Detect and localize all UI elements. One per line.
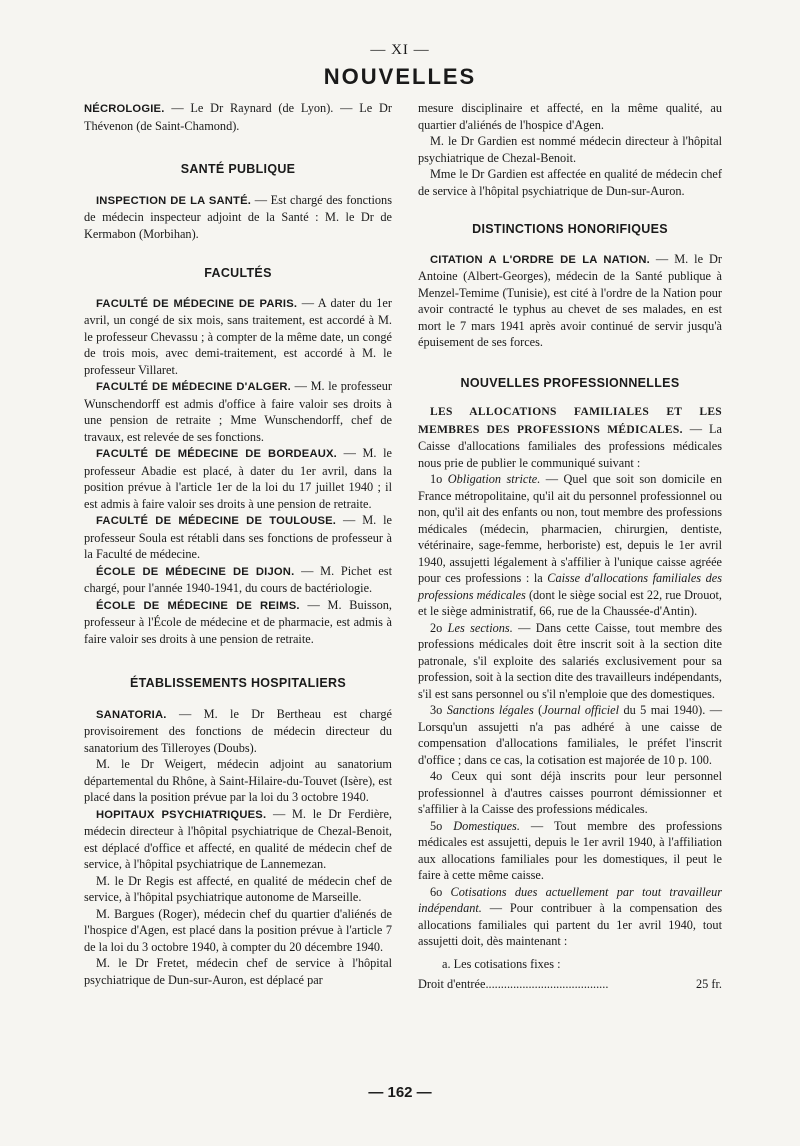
item-2-text: — Dans cette Caisse, tout membre des professions médicales doit être inscrit soit à la section dite patronale, s'il exploite des salariés exclusivement pour sa profession, soit à la section dite des travailleurs indépendants, s'il est sans personnel ou s'il n'emploie que des domestiques. [418,620,722,701]
item-3-number: 3o [430,703,443,717]
section-sante-publique: SANTÉ PUBLIQUE [180,162,296,176]
section-nouvelles-professionnelles: NOUVELLES PROFESSIONNELLES [460,375,680,390]
fee-row [418,976,722,993]
hopitaux-text: — M. le Dr Ferdière, médecin directeur à l'hôpital psychiatrique de Chezal-Benoit, est déplacé d'office et affecté, en qualité de médecin chef de service, à l'hôpital psychiatrique de Lannemezan. [84,806,393,871]
sanatoria-paragraph [84,706,392,757]
item-5-paragraph [418,818,722,884]
fretet-paragraph: M. le Dr Fretet, médecin chef de service à l'hôpital psychiatrique de Dun-sur-Auron, est déplacé par [84,956,392,987]
necrologie-label: NÉCROLOGIE. [84,103,165,115]
necrologie-text: — Le Dr Raynard (de Lyon). — Le Dr Thévenon (de Saint-Chamond). [84,101,392,133]
sanatoria-text: — M. le Dr Bertheau est chargé provisoirement des fonctions de médecin directeur du sanatorium des Tilleroyes (Doubs). [84,706,393,755]
section-etablissements: ÉTABLISSEMENTS HOSPITALIERS [130,676,346,690]
section-distinctions: DISTINCTIONS HONORIFIQUES [472,222,668,236]
paris-text: — A dater du 1er avril, un congé de six mois, sans traitement, est accordé à M. le professeur Chevassu ; à compter de la même date, un congé de trois mois, avec demi-traitement, est accordé à M. le professeur Villaret. [84,295,392,377]
allocations-intro: — La Caisse d'allocations familiales des professions médicales nous prie de publier le communiqué suivant : [418,421,722,470]
item-5-number: 5o [430,818,443,833]
paris-label: FACULTÉ DE MÉDECINE DE PARIS. [96,297,298,310]
item-6-text: — Pour contribuer à la compensation des allocations familiales qui partent du 1er avril 1940, tout assujetti doit, dès maintenant : [418,901,723,948]
reims-paragraph [84,597,392,648]
sub-a-line: a. Les cotisations fixes : [442,956,561,971]
allocations-heading: LES ALLOCATIONS FAMILIALES ET LES MEMBRES DES PROFESSIONS MÉDICALES. [418,406,722,436]
alger-text: — M. le professeur Wunschendorff est admis d'office à faire valoir ses droits à une pension de retraite ; Mme Wunschendorff, chef de travaux, est relevée de ses fonctions. [84,379,392,444]
reims-label: ÉCOLE DE MÉDECINE DE REIMS. [96,599,300,612]
item-3-title: Sanctions légales [446,703,534,717]
citation-paragraph [418,251,722,351]
bordeaux-label: FACULTÉ DE MÉDECINE DE BORDEAUX. [96,448,337,460]
page-number: — 162 — [368,1084,432,1101]
left-column [84,100,392,988]
item-3-text: — Lorsqu'un assujetti n'a pas adhéré à une caisse de compensation d'allocations familiales, le préfet l'inscrit d'office ; dans ce cas, la cotisation est majorée de 10 p. 100. [418,703,723,767]
page-title: NOUVELLES [323,64,477,89]
item-1-title: Obligation stricte. [447,472,541,486]
inspection-text: — Est chargé des fonctions de médecin inspecteur adjoint de la Santé : M. le Dr de Kermabon (Morbihan). [84,192,392,241]
item-6-paragraph [418,884,722,950]
gardien-paragraph: M. le Dr Gardien est nommé médecin directeur à l'hôpital psychiatrique de Chezal-Benoit. [418,134,722,165]
inspection-paragraph [84,192,392,243]
item-6-title: Cotisations dues actuellement par tout travailleur indépendant. [418,884,722,915]
paris-paragraph [84,295,392,379]
item-3-journal: Journal officiel [542,703,620,717]
item-1-caisse: Caisse d'allocations familiales des professions médicales [418,571,723,602]
item-4-number: 4o [430,769,443,783]
weigert-paragraph: M. le Dr Weigert, médecin adjoint au sanatorium départemental du Rhône, à Saint-Hilaire-du-Touvet (Isère), est placé dans la position prévue par la loi du 3 octobre 1940. [84,757,392,804]
alger-paragraph [84,378,392,445]
toulouse-text: — M. le professeur Soula est rétabli dans ses fonctions de professeur à la Faculté de médecine. [84,513,393,561]
item-5-title: Domestiques. [453,818,520,833]
item-1-text2: (dont le siège social est 22, rue Drouot, et le siège administratif, 66, rue de la Chaussée-d'Antin). [418,587,722,618]
regis-paragraph: M. le Dr Regis est affecté, en qualité de médecin chef de service, à l'hôpital psychiatrique autonome de Marseille. [84,873,392,904]
item-4-text: Ceux qui sont déjà inscrits pour leur personnel professionnel à d'autres caisses pourront démissionner et s'affilier à la Caisse des professions médicales. [418,769,723,816]
item-2-title: Les sections. [447,620,513,635]
item-5-text: — Tout membre des professions médicales est assujetti, depuis le 1er avril 1940, à l'affiliation aux allocations familiales pour les domestiques, il peut le faire à cette même caisse. [418,818,723,882]
allocations-paragraph [418,403,722,471]
right-column [418,100,722,993]
roman-page-number: — XI — [370,42,430,58]
bargues-paragraph: M. Bargues (Roger), médecin chef du quartier d'aliénés de l'hospice d'Agen, est placé dans la position prévue à l'article 7 de la loi du 3 octobre 1940, à compter du 20 décembre 1940. [84,906,392,954]
item-4-paragraph [418,768,722,818]
alger-label: FACULTÉ DE MÉDECINE D'ALGER. [96,381,291,393]
bordeaux-paragraph [84,445,392,512]
page-number-value: 162 [387,1084,413,1101]
citation-label: CITATION A L'ORDRE DE LA NATION. [430,253,650,266]
toulouse-paragraph [84,512,392,563]
item-1-number: 1o [430,472,443,486]
necrologie-paragraph [84,100,392,134]
item-1-paragraph [418,471,722,620]
item-3-paragraph: 3o Sanctions légales (Journal officiel du 5 mai 1940). — Lorsqu'un assujetti n'a pas adhéré à une caisse de compensation d'allocations familiales, le préfet l'inscrit d'office ; dans ce cas, la cotisation est majorée de 10 p. 100. [418,703,723,767]
item-1-text: — Quel que soit son domicile en France métropolitaine, qu'il ait du personnel professionnel ou non, qu'il ait des enfants ou non, tout membre des professions médicales (médecin, pharmacien, chirurgien, dentiste, vétérinaire, sage-femme, herboriste) est, depuis le 1er avril 1940, assujetti légalement à s'affilier à l'unique caisse agréée pour ces professions : la [418,472,722,585]
continuation-paragraph: mesure disciplinaire et affecté, en la même qualité, au quartier d'aliénés de l'hospice d'Agen. [418,101,722,132]
item-3-date: du 5 mai 1940). [623,703,706,717]
bordeaux-text: — M. le professeur Abadie est placé, à dater du 1er avril, dans la position prévue à l'article 1er de la loi du 17 juillet 1940 ; il est admis à faire valoir ses droits à une pension de retraite. [84,446,392,511]
inspection-label: INSPECTION DE LA SANTÉ. [96,194,252,207]
hopitaux-paragraph [84,806,392,873]
hopitaux-label: HOPITAUX PSYCHIATRIQUES. [96,808,267,821]
toulouse-label: FACULTÉ DE MÉDECINE DE TOULOUSE. [96,515,337,527]
mme-gardien-paragraph: Mme le Dr Gardien est affectée en qualité de médecin chef de service à l'hôpital psychiatrique de Dun-sur-Auron. [418,167,722,198]
dijon-text: — M. Pichet est chargé, pour l'année 1940-1941, du cours de bactériologie. [84,563,392,595]
item-2-paragraph [418,620,722,703]
item-2-number: 2o [430,620,443,635]
dijon-label: ÉCOLE DE MÉDECINE DE DIJON. [96,565,295,578]
section-facultes: FACULTÉS [204,266,272,280]
reims-text: — M. Buisson, professeur à l'École de médecine et de pharmacie, est admis à faire valoir ses droits à une pension de retraite. [84,597,392,646]
item-6-number: 6o [430,884,443,899]
fee-value: 25 fr. [696,977,722,991]
dijon-paragraph [84,563,392,597]
citation-text: — M. le Dr Antoine (Albert-Georges), médecin de la Santé publique à Menzel-Temime (Tunisie), est cité à l'ordre de la Nation pour avoir contracté le typhus au chevet de ses malades, en est mort le 7 mars 1941 après avoir continué de servir jusqu'à épuisement de ses forces. [418,251,722,349]
fee-label: Droit d'entrée........................................ [418,977,609,991]
sanatoria-label: SANATORIA. [96,708,167,721]
